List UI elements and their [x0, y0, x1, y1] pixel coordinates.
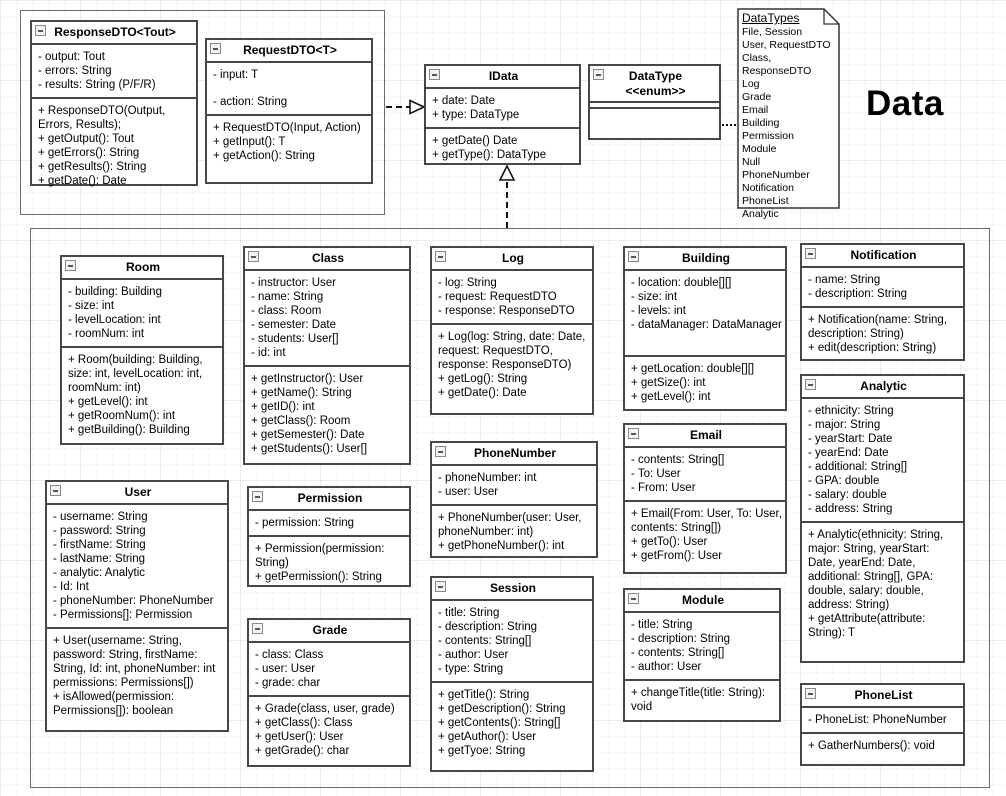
member-line: - additional: String[]	[808, 460, 908, 473]
member-line: - levelLocation: int	[68, 313, 161, 326]
member-line: - From: User	[631, 481, 696, 494]
member-line: + Email(From: User, To: User, contents: String[])	[631, 507, 782, 534]
member-line: - permission: String	[255, 516, 355, 529]
member-line: - author: User	[438, 648, 509, 661]
class-box-room[interactable]	[60, 255, 224, 445]
member-line: - levels: int	[631, 304, 686, 317]
class-box-analytic[interactable]	[800, 374, 965, 663]
member-line: + getErrors(): String	[38, 146, 140, 159]
attributes-section	[245, 271, 409, 365]
member-line: + PhoneNumber(user: User, phoneNumber: int)	[438, 511, 582, 538]
class-box-notification[interactable]	[800, 243, 965, 361]
collapse-icon[interactable]	[65, 260, 76, 271]
member-line: Permission	[742, 130, 794, 142]
attributes-section	[432, 466, 596, 504]
class-header	[432, 248, 592, 271]
collapse-icon[interactable]	[50, 485, 61, 496]
class-title: Module	[682, 593, 724, 607]
note-title: DataTypes	[742, 11, 800, 25]
member-line: + getResults(): String	[38, 160, 147, 173]
member-line: Class, ResponseDTO	[742, 52, 812, 77]
member-line: - semester: Date	[251, 318, 336, 331]
member-line: + getDescription(): String	[438, 702, 566, 715]
member-line: - contents: String[]	[631, 453, 725, 466]
member-line: + getType(): DataType	[432, 148, 547, 161]
member-line: - yearEnd: Date	[808, 446, 889, 459]
class-title: Log	[502, 251, 524, 265]
class-box-phonelist[interactable]	[800, 683, 965, 766]
attributes-section	[249, 511, 409, 535]
member-line: Log	[742, 78, 760, 90]
member-line: + ResponseDTO(Output, Errors, Results);	[38, 104, 166, 131]
member-line: - size: int	[631, 290, 678, 303]
member-line: - errors: String	[38, 64, 112, 77]
methods-section	[207, 114, 371, 182]
methods-section	[249, 535, 409, 589]
attributes-section	[249, 643, 409, 695]
member-line: + getAuthor(): User	[438, 730, 537, 743]
member-line: PhoneList	[742, 195, 789, 207]
member-line: + User(username: String, password: String, firstName: String, Id: int, phoneNumber: int permissions: Permissions[])	[53, 634, 216, 689]
collapse-icon[interactable]	[628, 251, 639, 262]
class-box-responsedto[interactable]	[30, 20, 198, 186]
class-header	[802, 685, 963, 708]
member-line: - password: String	[53, 524, 146, 537]
member-line: + getSemester(): Date	[251, 428, 365, 441]
member-line: - request: RequestDTO	[438, 290, 557, 303]
class-title: PhoneList	[854, 688, 913, 702]
member-line: - students: User[]	[251, 332, 339, 345]
member-line: - analytic: Analytic	[53, 566, 146, 579]
member-line: + changeTitle(title: String): void	[631, 686, 766, 713]
attributes-section	[802, 399, 963, 521]
member-line: - major: String	[808, 418, 881, 431]
attributes-section	[432, 601, 592, 681]
methods-section	[625, 679, 779, 720]
collapse-icon[interactable]	[805, 248, 816, 259]
collapse-icon[interactable]	[805, 379, 816, 390]
member-line: - instructor: User	[251, 276, 336, 289]
methods-section	[625, 355, 785, 409]
attributes-section	[426, 89, 579, 127]
member-line: - username: String	[53, 510, 148, 523]
member-line: + getContents(): String[]	[438, 716, 561, 729]
member-line: Building	[742, 117, 780, 129]
note-lines	[742, 26, 838, 221]
member-line: + GatherNumbers(): void	[808, 739, 935, 752]
class-title: Class	[311, 251, 345, 265]
methods-section	[32, 97, 196, 193]
class-box-idata[interactable]	[424, 64, 581, 165]
class-title: Permission	[297, 491, 363, 505]
member-line: - type: String	[438, 662, 504, 675]
class-header	[62, 257, 222, 280]
collapse-icon[interactable]	[429, 69, 440, 80]
member-line: + getDate(): Date	[38, 174, 127, 187]
class-header	[802, 245, 963, 268]
class-header	[625, 425, 785, 448]
class-box-phonenumber[interactable]	[430, 441, 598, 558]
member-line: + getRoomNum(): int	[68, 409, 176, 422]
class-box-grade[interactable]	[247, 618, 411, 767]
enum-body	[590, 107, 719, 138]
member-line: + getPhoneNumber(): int	[438, 539, 565, 552]
member-line: Analytic	[742, 208, 779, 220]
member-line: - name: String	[251, 290, 324, 303]
collapse-icon[interactable]	[435, 581, 446, 592]
class-box-permission[interactable]	[247, 486, 411, 587]
class-box-class[interactable]	[243, 246, 411, 465]
methods-section	[802, 306, 963, 360]
member-line: - roomNum: int	[68, 327, 145, 340]
class-title: Email	[689, 428, 722, 442]
class-header	[249, 620, 409, 643]
class-title: Notification	[850, 248, 917, 262]
member-line: + getTitle(): String	[438, 688, 530, 701]
member-line: - log: String	[438, 276, 497, 289]
member-line: + getDate() Date	[432, 134, 518, 147]
member-line: + getPermission(): String	[255, 570, 382, 583]
member-line: + getInput(): T	[213, 135, 286, 148]
member-line: - To: User	[631, 467, 681, 480]
member-line: + getUser(): User	[255, 730, 344, 743]
member-line: - input: T	[213, 68, 259, 81]
methods-section	[245, 365, 409, 463]
collapse-icon[interactable]	[248, 251, 259, 262]
class-box-session[interactable]	[430, 576, 594, 772]
methods-section	[432, 504, 596, 558]
collapse-icon[interactable]	[593, 69, 604, 80]
class-box-datatype-enum[interactable]	[588, 64, 721, 140]
class-title: Grade	[312, 623, 348, 637]
class-header	[625, 248, 785, 271]
member-line: - class: Room	[251, 304, 322, 317]
member-line: - phoneNumber: PhoneNumber	[53, 594, 214, 607]
member-line: - contents: String[]	[438, 634, 532, 647]
member-line: - building: Building	[68, 285, 162, 298]
member-line: + getGrade(): char	[255, 744, 350, 757]
attributes-section	[625, 613, 779, 679]
member-line: User, RequestDTO	[742, 39, 831, 51]
member-line: + Room(building: Building, size: int, levelLocation: int, roomNum: int)	[68, 353, 203, 394]
collapse-icon[interactable]	[435, 446, 446, 457]
methods-section	[249, 695, 409, 765]
member-line: + type: DataType	[432, 108, 520, 121]
class-title: Room	[126, 260, 160, 274]
class-title: PhoneNumber	[473, 446, 556, 460]
collapse-icon[interactable]	[252, 623, 263, 634]
member-line: + Log(log: String, date: Date, request: RequestDTO, response: ResponseDTO)	[438, 330, 586, 371]
member-line: - PhoneList: PhoneNumber	[808, 713, 947, 726]
class-stereotype: <<enum>>	[625, 83, 686, 98]
member-line: - title: String	[438, 606, 500, 619]
attributes-section	[432, 271, 592, 323]
member-line: + getSize(): int	[631, 376, 706, 389]
member-line: + getLevel(): int	[631, 390, 711, 403]
methods-section	[802, 521, 963, 661]
member-line: + getDate(): Date	[438, 386, 527, 399]
member-line: - class: Class	[255, 648, 324, 661]
methods-section	[47, 627, 227, 730]
member-line: File, Session	[742, 26, 803, 38]
attributes-section	[32, 45, 196, 97]
member-line: + date: Date	[432, 94, 495, 107]
member-line: - lastName: String	[53, 552, 146, 565]
collapse-icon[interactable]	[628, 428, 639, 439]
member-line: + edit(description: String)	[808, 341, 937, 354]
class-box-building[interactable]	[623, 246, 787, 411]
member-line: + getOutput(): Tout	[38, 132, 134, 145]
class-header	[249, 488, 409, 511]
member-line: + getAttribute(attribute: String): T	[808, 612, 926, 639]
member-line: + RequestDTO(Input, Action)	[213, 121, 361, 134]
member-line: - yearStart: Date	[808, 432, 893, 445]
member-line: + getTo(): User	[631, 535, 708, 548]
diagram-title: Data	[866, 84, 944, 123]
attributes-section	[47, 505, 227, 627]
class-header	[426, 66, 579, 89]
member-line: Module	[742, 143, 777, 155]
member-line: Email	[742, 104, 769, 116]
attributes-section	[625, 448, 785, 500]
member-line: + Analytic(ethnicity: String, major: String, yearStart: Date, yearEnd: Date, additional: String[], GPA: double, salary: double, address: String)	[808, 528, 944, 611]
member-line: - phoneNumber: int	[438, 471, 537, 484]
attributes-section	[62, 280, 222, 346]
member-line: - action: String	[213, 95, 288, 108]
member-line: - location: double[][]	[631, 276, 732, 289]
member-line: - output: Tout	[38, 50, 105, 63]
methods-section	[802, 732, 963, 764]
member-line	[213, 82, 368, 95]
member-line: + getLog(): String	[438, 372, 528, 385]
class-header	[245, 248, 409, 271]
member-line: + Permission(permission: String)	[255, 542, 385, 569]
member-line: - dataManager: DataManager	[631, 318, 782, 331]
member-line: + getFrom(): User	[631, 549, 723, 562]
class-title: DataType	[628, 69, 683, 83]
class-title: ResponseDTO<Tout>	[54, 25, 176, 39]
collapse-icon[interactable]	[252, 491, 263, 502]
collapse-icon[interactable]	[210, 43, 221, 54]
member-line: - description: String	[631, 632, 731, 645]
realization-arrow-group-to-idata	[500, 166, 514, 228]
methods-section	[625, 500, 785, 572]
member-line: + Grade(class, user, grade)	[255, 702, 395, 715]
class-box-user[interactable]	[45, 480, 229, 732]
class-title: Session	[489, 581, 537, 595]
attributes-section	[802, 708, 963, 732]
member-line: - response: ResponseDTO	[438, 304, 575, 317]
member-line: - contents: String[]	[631, 646, 725, 659]
member-line: + getAction(): String	[213, 149, 315, 162]
member-line: - user: User	[255, 662, 316, 675]
member-line: - grade: char	[255, 676, 321, 689]
member-line: - salary: double	[808, 488, 887, 501]
member-line: + getStudents(): User[]	[251, 442, 368, 455]
member-line: - description: String	[438, 620, 538, 633]
collapse-icon[interactable]	[35, 25, 46, 36]
class-header	[625, 590, 779, 613]
class-box-log[interactable]	[430, 246, 594, 415]
member-line: - id: int	[251, 346, 286, 359]
member-line: Null	[742, 156, 761, 168]
class-box-email[interactable]	[623, 423, 787, 574]
attributes-section	[625, 271, 785, 355]
class-header	[802, 376, 963, 399]
member-line: - Id: Int	[53, 580, 89, 593]
member-line: + isAllowed(permission: Permissions[]): boolean	[53, 690, 175, 717]
member-line: + getLevel(): int	[68, 395, 148, 408]
class-header	[32, 22, 196, 45]
class-box-module[interactable]	[623, 588, 781, 722]
member-line: - name: String	[808, 273, 881, 286]
member-line: - GPA: double	[808, 474, 880, 487]
methods-section	[62, 346, 222, 443]
class-header	[47, 482, 227, 505]
member-line: - firstName: String	[53, 538, 146, 551]
class-title: Analytic	[860, 379, 907, 393]
member-line: - results: String (P/F/R)	[38, 78, 156, 91]
methods-section	[432, 323, 592, 413]
class-box-requestdto[interactable]	[205, 38, 373, 184]
member-line: - description: String	[808, 287, 908, 300]
class-header	[432, 443, 596, 466]
member-line: - title: String	[631, 618, 693, 631]
member-line: - size: int	[68, 299, 115, 312]
member-line: + getName(): String	[251, 386, 352, 399]
member-line: - ethnicity: String	[808, 404, 894, 417]
realization-arrow-dto-to-idata	[386, 101, 424, 114]
member-line: - address: String	[808, 502, 893, 515]
collapse-icon[interactable]	[805, 688, 816, 699]
methods-section	[426, 127, 579, 167]
attributes-section	[207, 63, 371, 114]
member-line: + getClass(): Room	[251, 414, 351, 427]
member-line: + getClass(): Class	[255, 716, 353, 729]
class-header	[432, 578, 592, 601]
member-line: + getLocation: double[][]	[631, 362, 755, 375]
member-line: - author: User	[631, 660, 702, 673]
member-line: + getBuilding(): Building	[68, 423, 190, 436]
member-line: + getTyoe: String	[438, 744, 526, 757]
member-line: + Notification(name: String, description: String)	[808, 313, 948, 340]
class-header	[590, 66, 719, 101]
class-title: RequestDTO<T>	[243, 43, 337, 57]
collapse-icon[interactable]	[628, 593, 639, 604]
methods-section	[432, 681, 592, 770]
datatypes-note[interactable]	[737, 8, 840, 220]
class-title: User	[124, 485, 152, 499]
attributes-section	[802, 268, 963, 306]
member-line: - user: User	[438, 485, 499, 498]
member-line: PhoneNumber	[742, 169, 810, 181]
member-line: + getID(): int	[251, 400, 315, 413]
member-line: Notification	[742, 182, 794, 194]
note-content	[737, 8, 840, 221]
collapse-icon[interactable]	[435, 251, 446, 262]
member-line: Grade	[742, 91, 772, 103]
member-line: - Permissions[]: Permission	[53, 608, 193, 621]
class-title: Building	[682, 251, 730, 265]
member-line: + getInstructor(): User	[251, 372, 364, 385]
class-header	[207, 40, 371, 63]
class-title: IData	[488, 69, 519, 83]
